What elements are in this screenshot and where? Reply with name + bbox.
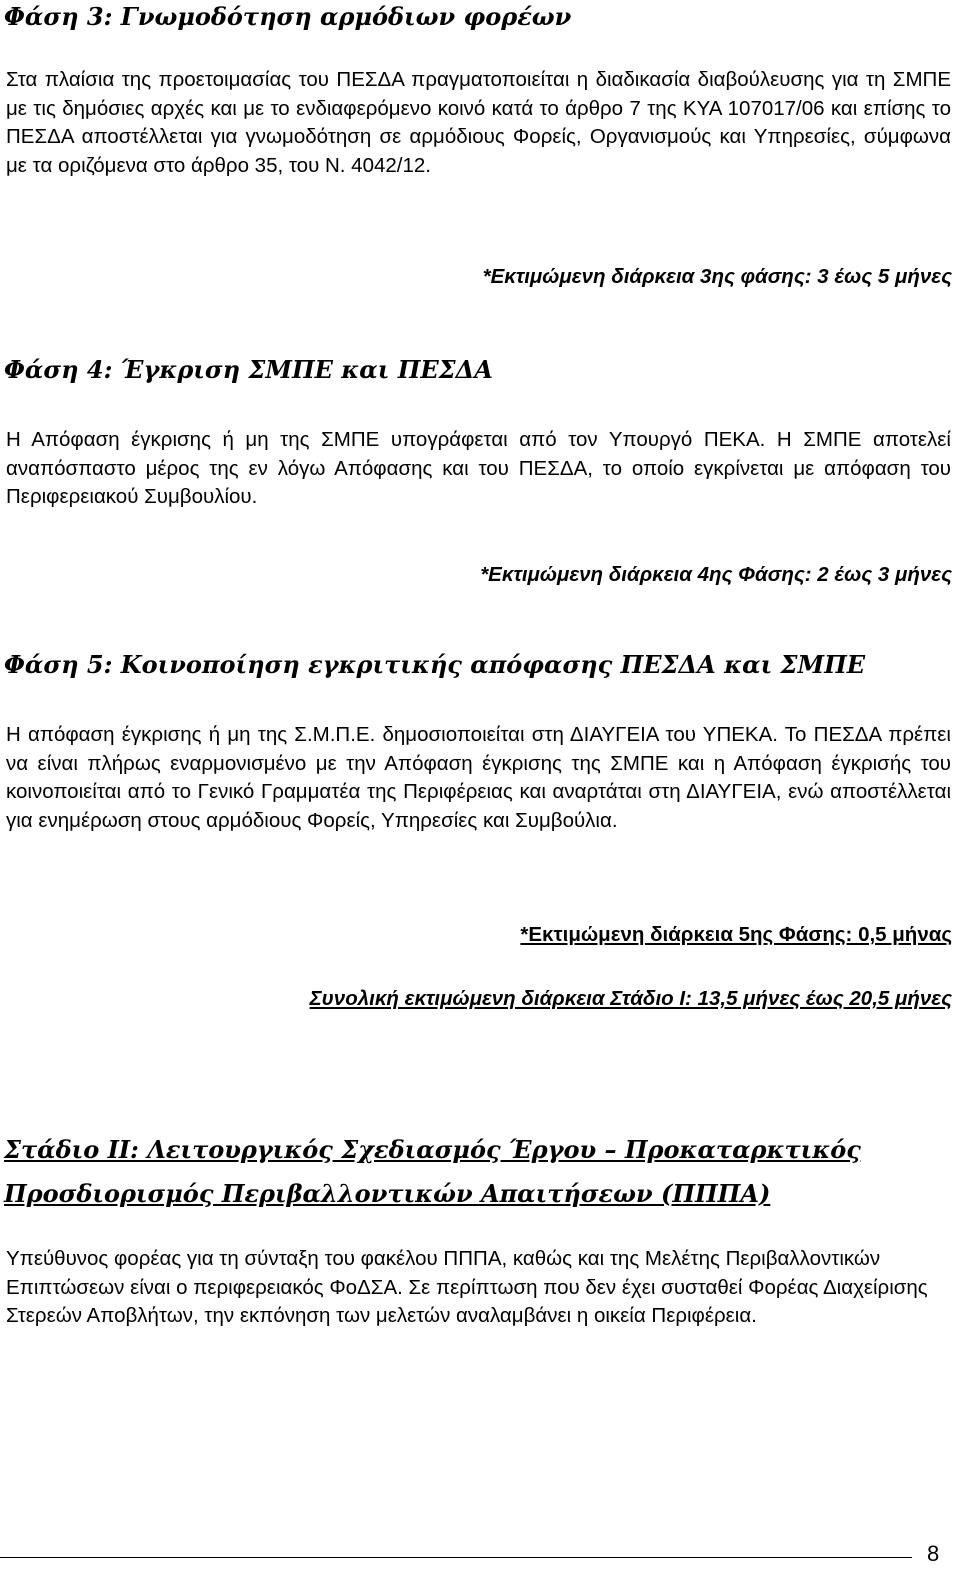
stage2-heading: Στάδιο ΙΙ: Λειτουργικός Σχεδιασμός Έργου – Προκαταρκτικός Προσδιορισμός Περιβαλλοντικών Απαιτήσεων (ΠΠΠΑ) bbox=[4, 1135, 861, 1208]
footer-divider bbox=[0, 1557, 912, 1558]
page-number: 8 bbox=[927, 1541, 940, 1566]
phase4-heading: Φάση 4: Έγκριση ΣΜΠΕ και ΠΕΣΔΑ bbox=[4, 355, 493, 384]
phase3-duration: *Εκτιμώμενη διάρκεια 3ης φάσης: 3 έως 5 μήνες bbox=[482, 265, 952, 288]
phase3-paragraph: Στα πλαίσια της προετοιμασίας του ΠΕΣΔΑ πραγματοποιείται η διαδικασία διαβούλευσης για τη ΣΜΠΕ με τις δημόσιες αρχές και με το ενδιαφερόμενο κοινό κατά το άρθρο 7 της ΚΥΑ 107017/06 και επίσης το ΠΕΣΔΑ αποστέλλεται για γνωμοδότηση σε αρμόδιους Φορείς, Οργανισμούς και Υπηρεσίες, σύμφωνα με τα οριζόμενα στο άρθρο 35, του Ν. 4042/12. bbox=[6, 68, 951, 177]
phase5-paragraph: Η απόφαση έγκρισης ή μη της Σ.Μ.Π.Ε. δημοσιοποιείται στη ΔΙΑΥΓΕΙΑ του ΥΠΕΚΑ. Το ΠΕΣΔΑ πρέπει να είναι πλήρως εναρμονισμένο με την Απόφαση έγκρισης της ΣΜΠΕ και η Απόφαση έγκρισής του κοινοποιείται από το Γενικό Γραμματέα της Περιφέρειας και αναρτάται στη ΔΙΑΥΓΕΙΑ, ενώ αποστέλλεται για ενημέρωση στους αρμόδιους Φορείς, Υπηρεσίες και Συμβούλια. bbox=[6, 723, 951, 832]
phase5-duration: *Εκτιμώμενη διάρκεια 5ης Φάσης: 0,5 μήνας bbox=[520, 923, 952, 946]
stage1-total-duration: Συνολική εκτιμώμενη διάρκεια Στάδιο Ι: 13,5 μήνες έως 20,5 μήνες bbox=[309, 987, 952, 1010]
phase4-duration: *Εκτιμώμενη διάρκεια 4ης Φάσης: 2 έως 3 μήνες bbox=[480, 563, 952, 586]
stage2-paragraph: Υπεύθυνος φορέας για τη σύνταξη του φακέλου ΠΠΠΑ, καθώς και της Μελέτης Περιβαλλοντικών Επιπτώσεων είναι ο περιφερειακός ΦοΔΣΑ. Σε περίπτωση που δεν έχει συσταθεί Φορέας Διαχείρισης Στερεών Αποβλήτων, την εκπόνηση των μελετών αναλαμβάνει η οικεία Περιφέρεια. bbox=[6, 1247, 928, 1328]
phase4-paragraph: Η Απόφαση έγκρισης ή μη της ΣΜΠΕ υπογράφεται από τον Υπουργό ΠΕΚΑ. Η ΣΜΠΕ αποτελεί αναπόσπαστο μέρος της εν λόγω Απόφασης και του ΠΕΣΔΑ, το οποίο εγκρίνεται με απόφαση του Περιφερειακού Συμβουλίου. bbox=[6, 428, 951, 509]
phase3-heading: Φάση 3: Γνωμοδότηση αρμόδιων φορέων bbox=[4, 2, 572, 31]
phase5-heading: Φάση 5: Κοινοποίηση εγκριτικής απόφασης ΠΕΣΔΑ και ΣΜΠΕ bbox=[4, 650, 866, 679]
